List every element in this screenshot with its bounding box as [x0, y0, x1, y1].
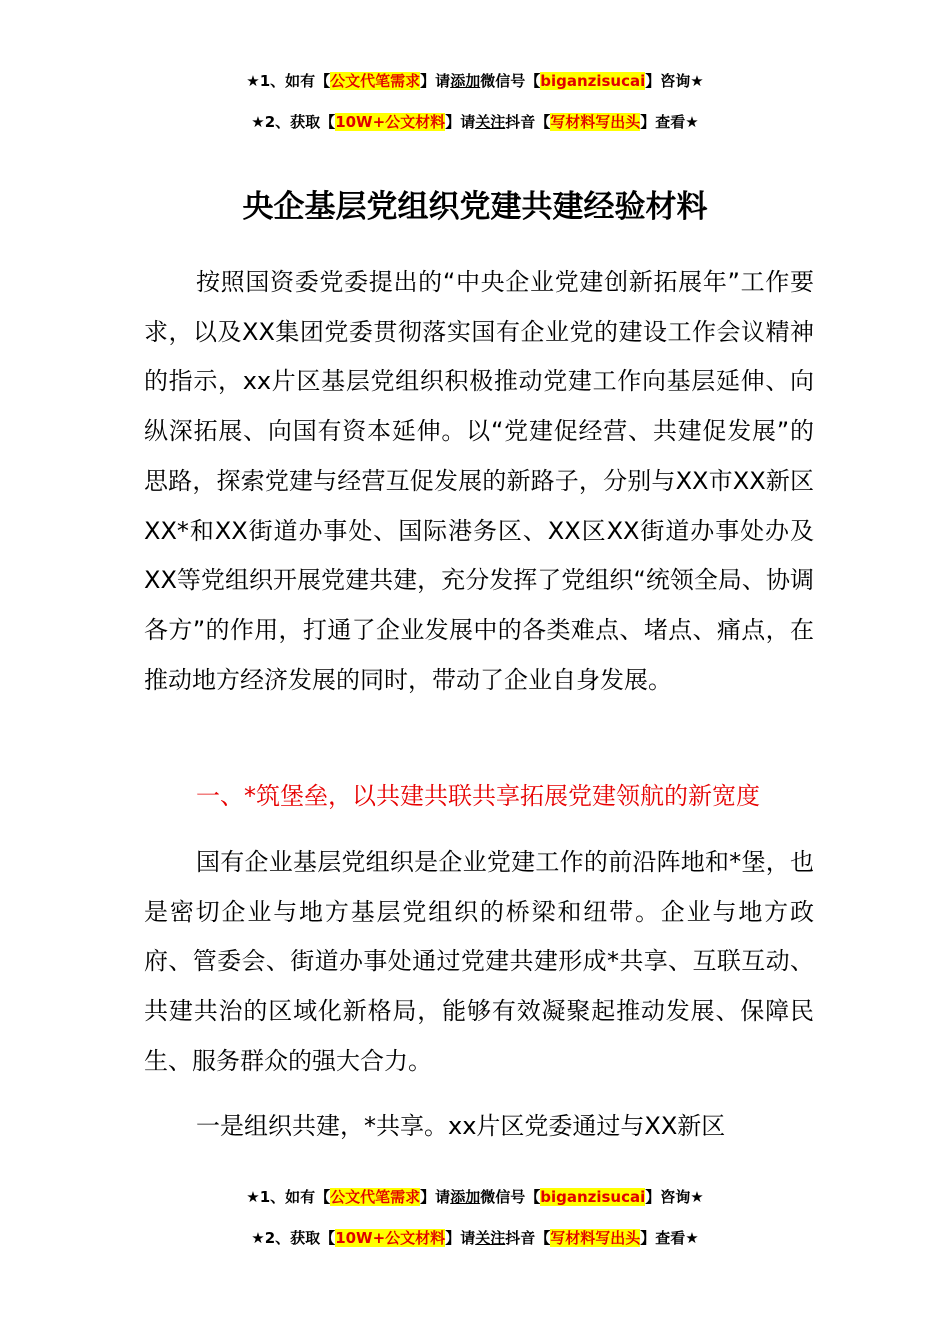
notice-text: 】请 — [420, 1188, 451, 1206]
notice-line-1 — [0, 71, 950, 91]
notice-highlight: 10W+公文材料 — [335, 113, 446, 131]
notice-highlight: biganzisucai — [540, 1188, 646, 1206]
notice-underline: 添加 — [450, 1188, 481, 1206]
notice-text: 】查看★ — [640, 1229, 699, 1247]
intro-paragraph: 按照国资委党委提出的“中央企业党建创新拓展年”工作要求，以及XX集团党委贯彻落实国有企业党的建设工作会议精神的指示，xx片区基层党组织积极推动党建工作向基层延伸、向纵深拓展、向国有资本延伸。以“党建促经营、共建促发展”的思路，探索党建与经营互促发展的新路子，分别与XX市XX新区XX*和XX街道办事处、国际港务区、XX区XX街道办事处办及XX等党组织开展党建共建，充分发挥了党组织“统领全局、协调各方”的作用，打通了企业发展中的各类难点、堵点、痛点，在推动地方经济发展的同时，带动了企业自身发展。 — [144, 268, 814, 694]
section1-paragraph-2: 一是组织共建，*共享。xx片区党委通过与XX新区 — [196, 1112, 726, 1140]
notice-text: 抖音【 — [505, 1229, 551, 1247]
notice-text: 】咨询★ — [645, 72, 704, 90]
notice-text: 】请 — [420, 72, 451, 90]
notice-highlight: 写材料写出头 — [550, 113, 641, 131]
notice-underline: 添加 — [450, 72, 481, 90]
notice-text: 微信号【 — [480, 72, 541, 90]
notice-text: ★1、如有【 — [246, 72, 331, 90]
notice-highlight: 公文代笔需求 — [330, 72, 421, 90]
notice-highlight: 写材料写出头 — [550, 1229, 641, 1247]
document-title: 央企基层党组织党建共建经验材料 — [242, 189, 708, 225]
notice-highlight: biganzisucai — [540, 72, 646, 90]
notice-line-1 — [0, 1187, 950, 1207]
notice-underline: 关注 — [475, 113, 506, 131]
notice-text: ★1、如有【 — [246, 1188, 331, 1206]
notice-text: 】请 — [445, 1229, 476, 1247]
notice-text: 】请 — [445, 113, 476, 131]
notice-text: ★2、获取【 — [251, 1229, 336, 1247]
notice-text: 】查看★ — [640, 113, 699, 131]
notice-highlight: 10W+公文材料 — [335, 1229, 446, 1247]
notice-highlight: 公文代笔需求 — [330, 1188, 421, 1206]
notice-text: 】咨询★ — [645, 1188, 704, 1206]
section-heading-1: 一、*筑堡垒，以共建共联共享拓展党建领航的新宽度 — [196, 782, 760, 810]
notice-underline: 关注 — [475, 1229, 506, 1247]
notice-text: ★2、获取【 — [251, 113, 336, 131]
notice-text: 抖音【 — [505, 113, 551, 131]
notice-text: 微信号【 — [480, 1188, 541, 1206]
notice-line-2 — [0, 112, 950, 132]
notice-line-2 — [0, 1228, 950, 1248]
section1-paragraph-1: 国有企业基层党组织是企业党建工作的前沿阵地和*堡，也是密切企业与地方基层党组织的桥梁和纽带。企业与地方政府、管委会、街道办事处通过党建共建形成*共享、互联互动、共建共治的区域化新格局，能够有效凝聚起推动发展、保障民生、服务群众的强大合力。 — [144, 848, 814, 1075]
